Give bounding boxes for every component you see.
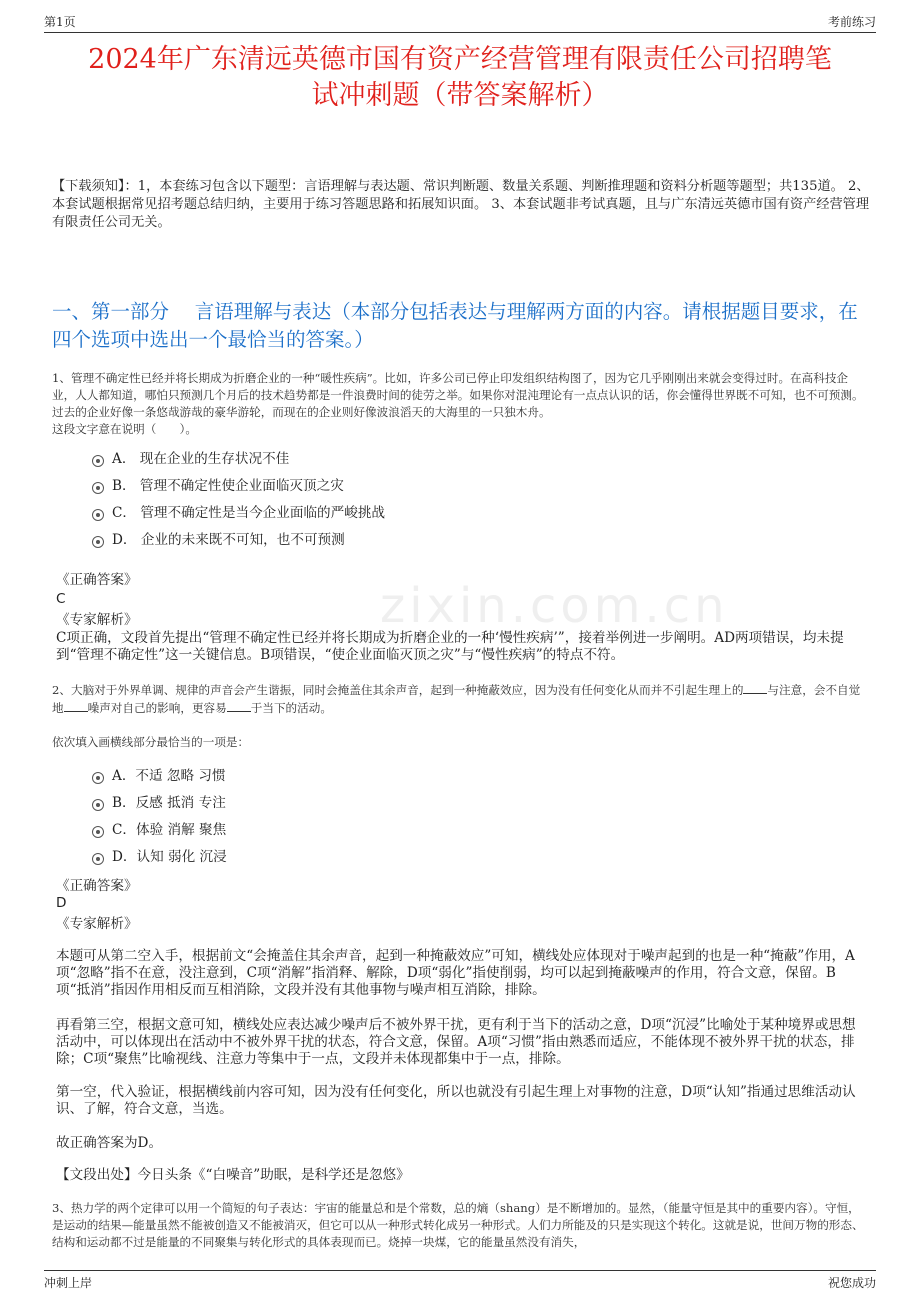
option-label: C．体验 消解 聚焦 (112, 822, 227, 838)
q2-analysis-p3: 第一空，代入验证，根据横线前内容可知，因为没有任何变化，所以也就没有引起生理上对事物的注意，D项“认知”指通过思维活动认识、了解，符合文意，当选。 (56, 1084, 856, 1117)
footer-left: 冲刺上岸 (44, 1276, 93, 1290)
radio-icon[interactable] (92, 799, 104, 811)
section-heading: 一、第一部分 言语理解与表达（本部分包括表达与理解两方面的内容。请根据题目要求，在四个选项中选出一个最恰当的答案。） (52, 300, 858, 351)
footer-right: 祝您成功 (827, 1276, 876, 1290)
title-line-2: 试冲刺题（带答案解析） (311, 80, 609, 111)
q2-text-c: 噪声对自己的影响，更容易 (87, 701, 227, 715)
q2-source: 【文段出处】今日头条《“白噪音”助眠，是科学还是忽悠》 (56, 1167, 410, 1183)
q1-analysis: C项正确，文段首先提出“管理不确定性已经并将长期成为折磨企业的一种‘慢性疾病’”，接着举例进一步阐明。AD两项错误，均未提到“管理不确定性”这一关键信息。B项错误，“使企业面临灭顶之灾”与“慢性疾病”的特点不符。 (56, 630, 844, 663)
q2-analysis-p2: 再看第三空，根据文意可知，横线处应表达减少噪声后不被外界干扰，更有利于当下的活动之意，D项“沉浸”比喻处于某种境界或思想活动中，可以体现出在活动中不被外界干扰的状态，符合文意，保留。A项“习惯”指由熟悉而适应，不能体现不被外界干扰的状态，排除；C项“聚焦”比喻视线、注意力等集中于一点，文段并未体现都集中于一点，排除。 (56, 1017, 856, 1067)
option-label: B．反感 抵消 专注 (112, 795, 226, 811)
page-header (44, 10, 876, 33)
watermark: zixin.com.cn (380, 578, 729, 634)
q1-answer: C (56, 591, 66, 607)
q2-answer: D (56, 895, 67, 911)
option-label: C． 管理不确定性是当今企业面临的严峻挑战 (112, 505, 386, 521)
q1-option-b[interactable] (92, 475, 385, 502)
option-label: D．认知 弱化 沉浸 (112, 849, 227, 865)
radio-icon[interactable] (92, 772, 104, 784)
blank-1 (743, 681, 767, 694)
blank-3 (227, 699, 251, 712)
q2-option-c[interactable] (92, 819, 227, 846)
question-1-body: 1、管理不确定性已经并将长期成为折磨企业的一种“暖性疾病”。比如，许多公司已停止印发组织结构图了，因为它几乎刚刚出来就会变得过时。在高科技企业，人人都知道，哪怕只预测几个月后的技术趋势都是一件浪费时间的徒劳之举。如果你对混沌理论有一点点认识的话，你会懂得世界既不可知，也不可预测。过去的企业好像一条悠哉游哉的豪华游轮，而现在的企业则好像波浪滔天的大海里的一只独木舟。 (52, 371, 864, 419)
q1-correct-label: 《正确答案》 (56, 572, 138, 588)
q2-analysis-p1: 本题可从第二空入手，根据前文“会掩盖住其余声音，起到一种掩蔽效应”可知，横线处应体现对于噪声起到的也是一种“掩蔽”作用，A项“忽略”指不在意，没注意到，C项“消解”指消释、解除，D项“弱化”指使削弱，均可以起到掩蔽噪声的作用，符合文意，保留。B项“抵消”指因作用相反而互相消除，文段并没有其他事物与噪声相互消除，排除。 (56, 948, 855, 998)
question-1-text (52, 370, 866, 438)
radio-icon[interactable] (92, 826, 104, 838)
q1-option-d[interactable] (92, 529, 385, 556)
q1-option-c[interactable] (92, 502, 385, 529)
q2-text-a: 2、大脑对于外界单调、规律的声音会产生谐振，同时会掩盖住其余声音，起到一种掩蔽效应，因为没有任何变化从而并不引起生理上的 (52, 683, 744, 697)
radio-icon[interactable] (92, 482, 104, 494)
question-2-options (92, 765, 227, 873)
option-label: D． 企业的未来既不可知，也不可预测 (112, 532, 345, 548)
page-number: 第1页 (44, 15, 76, 29)
radio-icon[interactable] (92, 455, 104, 467)
option-label: A． 现在企业的生存状况不佳 (112, 451, 290, 467)
q2-option-a[interactable] (92, 765, 227, 792)
q2-correct-label: 《正确答案》 (56, 878, 138, 894)
radio-icon[interactable] (92, 853, 104, 865)
q2-analysis-label: 《专家解析》 (56, 916, 138, 932)
document-title (44, 42, 876, 114)
radio-icon[interactable] (92, 536, 104, 548)
question-3-text: 3、热力学的两个定律可以用一个简短的句子表达：宇宙的能量总和是个常数，总的熵（shang）是不断增加的。显然，（能量守恒是其中的重要内容）。守恒，是运动的结果—能量虽然不能被创造又不能被消灭，但它可以从一种形式转化成另一种形式。人们力所能及的只是实现这个转化。这就是说，世间万物的形态、结构和运动都不过是能量的不同聚集与转化形式的具体表现而已。烧掉一块煤，它的能量虽然没有消失， (52, 1201, 864, 1249)
question-2-text (52, 681, 866, 717)
download-notice: 【下载须知】：1，本套练习包含以下题型：言语理解与表达题、常识判断题、数量关系题、判断推理题和资料分析题等题型；共135道。 2、本套试题根据常见招考题总结归纳，主要用于练习答题思路和拓展知识面。 3、本套试题非考试真题，且与广东清远英德市国有资产经营管理有限责任公司无关。 (52, 179, 870, 230)
q2-text-b: 与注意，会不自觉地 (52, 683, 861, 715)
question-1-prompt: 这段文字意在说明（ ）。 (52, 422, 197, 436)
q2-text-d: 于当下的活动。 (250, 701, 332, 715)
q2-option-b[interactable] (92, 792, 227, 819)
option-label: A．不适 忽略 习惯 (112, 768, 226, 784)
q1-option-a[interactable] (92, 448, 385, 475)
radio-icon[interactable] (92, 509, 104, 521)
q2-analysis-p4: 故正确答案为D。 (56, 1135, 163, 1151)
blank-2 (64, 699, 88, 712)
header-label: 考前练习 (827, 15, 876, 29)
title-line-1: 2024年广东清远英德市国有资产经营管理有限责任公司招聘笔 (88, 44, 832, 75)
q1-analysis-label: 《专家解析》 (56, 612, 138, 628)
q2-option-d[interactable] (92, 846, 227, 873)
question-1-options (92, 448, 385, 556)
page-footer (44, 1270, 876, 1291)
option-label: B． 管理不确定性使企业面临灭顶之灾 (112, 478, 344, 494)
question-2-prompt: 依次填入画横线部分最恰当的一项是： (52, 735, 250, 749)
